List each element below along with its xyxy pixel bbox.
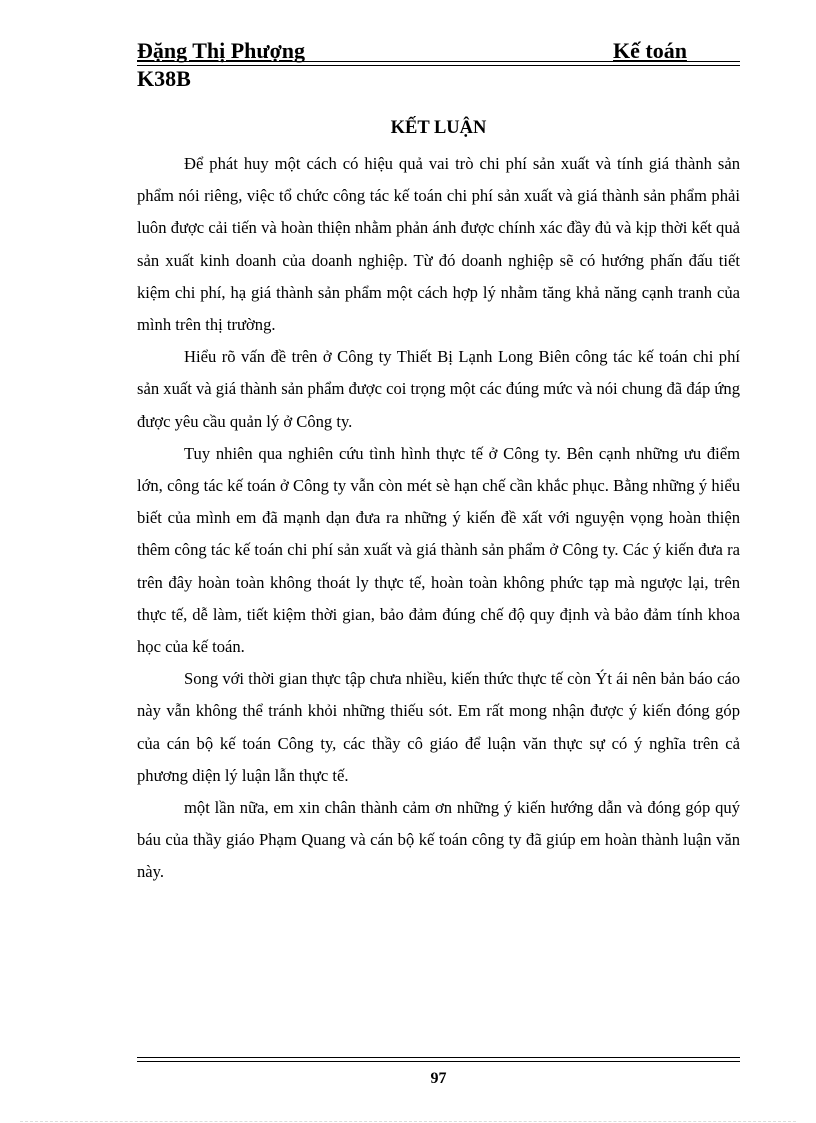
header-department: Kế toán <box>613 38 687 63</box>
paragraph: Song với thời gian thực tập chưa nhiều, kiến thức thực tế còn Ýt ái nên bản báo cáo này vẫn không thể tránh khỏi những thiếu sót. Em rất mong nhận được ý kiến đóng góp của cán bộ kế toán Công ty, các thầy cô giáo để luận văn thực sự có ý nghĩa trên cả phương diện lý luận lẫn thực tế. <box>137 669 740 785</box>
header-rule-top <box>137 61 740 62</box>
header-line <box>137 38 740 64</box>
document-body <box>137 148 740 889</box>
paragraph: Để phát huy một cách có hiệu quả vai trò chi phí sản xuất và tính giá thành sản phẩm nói riêng, việc tổ chức công tác kế toán chi phí sản xuất và giá thành sản phẩm phải luôn được cải tiến và hoàn thiện nhằm phản ánh được chính xác đầy đủ và kịp thời kết quả sản xuất kinh doanh của doanh nghiệp. Từ đó doanh nghiệp sẽ có hướng phấn đấu tiết kiệm chi phí, hạ giá thành sản phẩm một cách hợp lý nhằm tăng khả năng cạnh tranh của mình trên thị trường. <box>137 154 740 335</box>
header-author: Đặng Thị Phượng <box>137 38 306 63</box>
page-edge-divider <box>20 1121 796 1122</box>
page-number: 97 <box>430 1070 447 1087</box>
header-rule-bottom <box>137 65 740 66</box>
section-title: KẾT LUẬN <box>390 118 487 138</box>
footer-rule-bottom <box>137 1061 740 1062</box>
paragraph: Hiểu rõ vấn đề trên ở Công ty Thiết Bị Lạnh Long Biên công tác kế toán chi phí sản xuất và giá thành sản phẩm được coi trọng một các đúng mức và nói chung đã đáp ứng được yêu cầu quản lý ở Công ty. <box>137 347 741 431</box>
page-header <box>137 38 740 91</box>
paragraph: một lần nữa, em xin chân thành cảm ơn những ý kiến hướng dẫn và đóng góp quý báu của thầy giáo Phạm Quang và cán bộ kế toán công ty đã giúp em hoàn thành luận văn này. <box>137 798 740 882</box>
footer-rule-top <box>137 1057 740 1058</box>
paragraph: Tuy nhiên qua nghiên cứu tình hình thực tế ở Công ty. Bên cạnh những ưu điểm lớn, công tác kế toán ở Công ty vẫn còn mét sè hạn chế cần khắc phục. Bằng những ý hiểu biết của mình em đã mạnh dạn đưa ra những ý kiến đề xất với nguyện vọng hoàn thiện thêm công tác kế toán chi phí sản xuất và giá thành sản phẩm ở Công ty. Các ý kiến đưa ra trên đây hoàn toàn không thoát ly thực tế, hoàn toàn không phức tạp mà ngược lại, trên thực tế, dễ làm, tiết kiệm thời gian, bảo đảm đúng chế độ quy định và bảo đảm tính khoa học của kế toán. <box>137 443 740 657</box>
header-class-code: K38B <box>137 66 191 91</box>
